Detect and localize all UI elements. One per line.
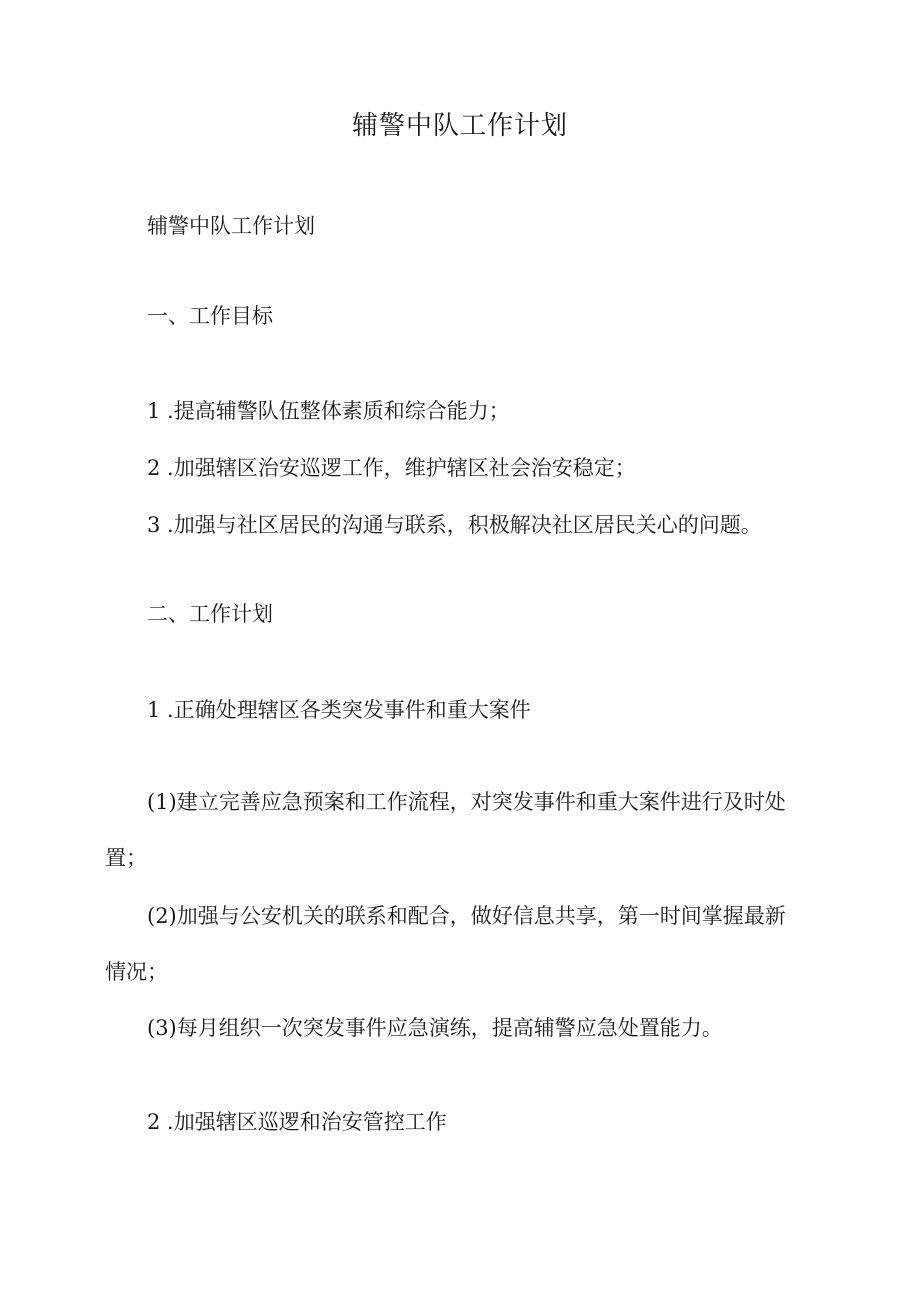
document-subtitle: 辅警中队工作计划 — [147, 214, 315, 238]
plan-subitem: (1)建立完善应急预案和工作流程，对突发事件和重大案件进行及时处置； — [105, 790, 786, 870]
section-heading-goals: 一、工作目标 — [147, 304, 273, 328]
goal-item: 3 .加强与社区居民的沟通与联系，积极解决社区居民关心的问题。 — [147, 513, 762, 537]
document-title: 辅警中队工作计划 — [351, 111, 568, 141]
goal-item: 2 .加强辖区治安巡逻工作，维护辖区社会治安稳定； — [147, 456, 636, 480]
plan-subitem: (2)加强与公安机关的联系和配合，做好信息共享，第一时间掌握最新情况； — [105, 904, 786, 984]
plan-item-heading: 2 .加强辖区巡逻和治安管控工作 — [147, 1110, 447, 1134]
section-heading-plan: 二、工作计划 — [147, 602, 273, 626]
goal-item: 1 .提高辅警队伍整体素质和综合能力； — [147, 399, 510, 423]
plan-item-heading: 1 .正确处理辖区各类突发事件和重大案件 — [147, 698, 531, 722]
plan-subitem: (3)每月组织一次突发事件应急演练，提高辅警应急处置能力。 — [147, 1016, 723, 1040]
